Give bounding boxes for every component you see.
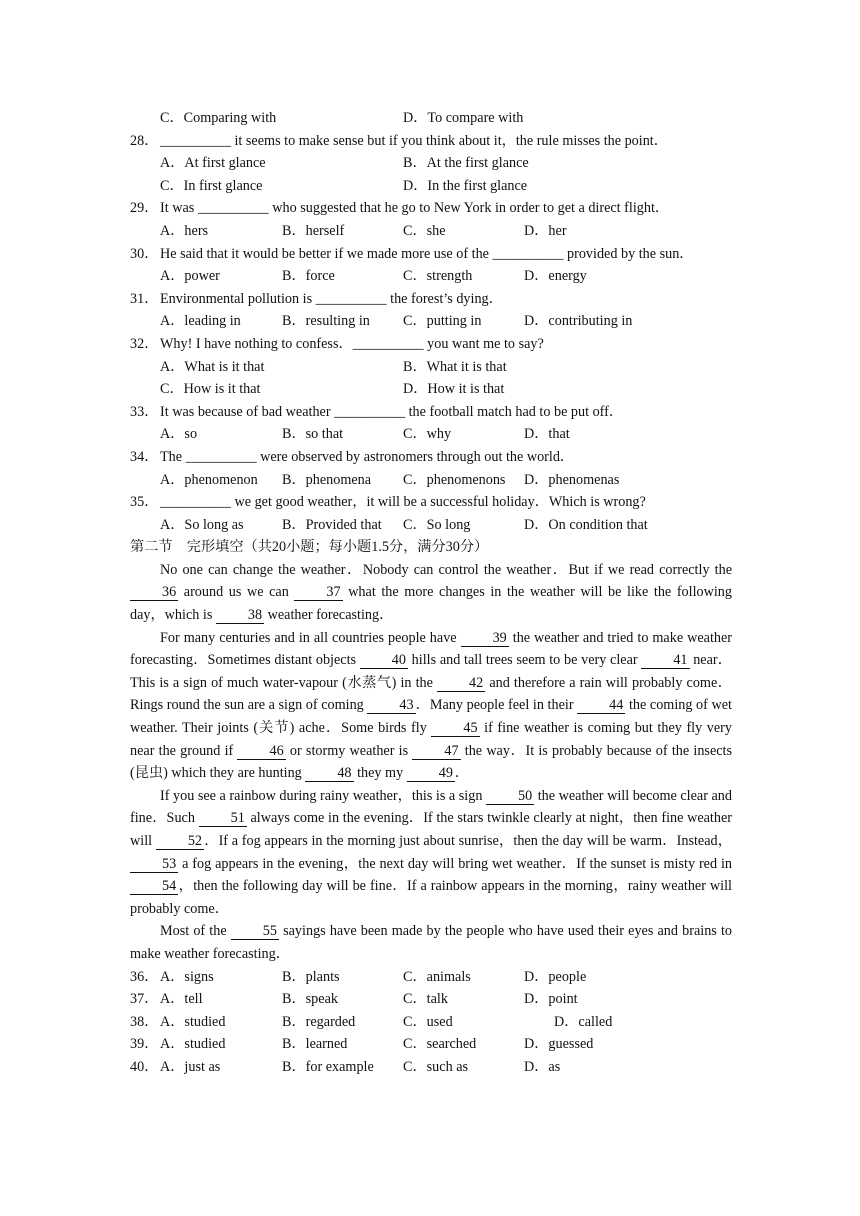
blank-number: 37 xyxy=(294,584,342,601)
question-stem-line xyxy=(130,130,732,153)
options-row xyxy=(130,175,732,198)
blank-number: 47 xyxy=(412,743,460,760)
blank-number: 55 xyxy=(231,923,279,940)
passage-paragraph xyxy=(130,920,732,965)
answer-option: B．speak xyxy=(282,991,338,1008)
answer-option: C．she xyxy=(403,222,446,239)
question-stem: __________ it seems to make sense but if you think about it，the rule misses the point． xyxy=(160,132,668,149)
question-number: 28． xyxy=(130,132,159,149)
answer-option: A．leading in xyxy=(160,313,241,330)
options-row xyxy=(130,1011,732,1034)
passage-text: hills and tall trees seem to be very clear xyxy=(407,652,642,669)
answer-option: B．regarded xyxy=(282,1013,356,1030)
answer-option: B．herself xyxy=(282,222,345,239)
answer-option: B．force xyxy=(282,268,335,285)
options-row xyxy=(130,514,732,537)
passage-text: and therefore a rain will probably come．Rings round the sun are a sign of coming xyxy=(130,674,732,714)
answer-option: B．plants xyxy=(282,968,340,985)
passage-text: or stormy weather is xyxy=(285,742,413,759)
answer-option: B．Provided that xyxy=(282,516,382,533)
answer-option: C．In first glance xyxy=(160,177,263,194)
question-number: 30． xyxy=(130,245,159,262)
blank-number: 52 xyxy=(156,833,204,850)
passage-text: around us we can xyxy=(178,584,295,601)
blank-number: 40 xyxy=(360,652,408,669)
answer-option: B．What it is that xyxy=(403,358,507,375)
options-row xyxy=(130,107,732,130)
question-stem: It was because of bad weather __________ the football match had to be put off． xyxy=(160,403,624,420)
answer-option: B．so that xyxy=(282,426,344,443)
answer-option: C．used xyxy=(403,1013,453,1030)
blank-number: 50 xyxy=(486,788,534,805)
question-number: 40． xyxy=(130,1058,159,1075)
answer-option: A．What is it that xyxy=(160,358,265,375)
question-stem-line xyxy=(130,288,732,311)
answer-option: C．So long xyxy=(403,516,471,533)
passage-text: what the more changes in the weather will be like the following day，which is xyxy=(130,584,732,624)
question-number: 37． xyxy=(130,991,159,1008)
options-row xyxy=(130,265,732,288)
answer-option: D．energy xyxy=(524,268,587,285)
answer-option: A．power xyxy=(160,268,220,285)
answer-option: C．How is it that xyxy=(160,381,261,398)
answer-option: A．just as xyxy=(160,1058,221,1075)
blank-number: 42 xyxy=(437,675,485,692)
passage-text: ．Many people feel in their xyxy=(415,697,578,714)
question-number: 29． xyxy=(130,200,159,217)
question-number: 32． xyxy=(130,335,159,352)
answer-option: C．putting in xyxy=(403,313,482,330)
question-number: 35． xyxy=(130,494,159,511)
answer-option: C．talk xyxy=(403,991,448,1008)
passage-text: Most of the xyxy=(160,923,231,940)
passage-text: the weather will become clear and fine．Such xyxy=(130,787,732,827)
answer-option: D．guessed xyxy=(524,1036,594,1053)
options-row xyxy=(130,1056,732,1079)
answer-option: A．so xyxy=(160,426,198,443)
options-row xyxy=(130,469,732,492)
answer-option: A．studied xyxy=(160,1013,226,1030)
answer-option: C．Comparing with xyxy=(160,110,277,126)
question-number: 34． xyxy=(130,448,159,465)
answer-option: D．called xyxy=(554,1013,613,1030)
passage-text: weather forecasting． xyxy=(264,607,394,624)
answer-option: B．resulting in xyxy=(282,313,370,330)
question-stem: Environmental pollution is __________ the forest’s dying． xyxy=(160,290,503,307)
question-stem-line xyxy=(130,491,732,514)
answer-option: A．hers xyxy=(160,222,209,239)
options-row xyxy=(130,310,732,333)
blank-number: 53 xyxy=(130,856,178,873)
question-number: 36． xyxy=(130,968,159,985)
passage-paragraph xyxy=(130,785,732,921)
passage-text: they my xyxy=(353,765,407,782)
passage-text: the coming of wet weather. Their joints (关节) ache．Some birds fly xyxy=(130,697,732,737)
question-number: 31． xyxy=(130,290,159,307)
answer-option: D．phenomenas xyxy=(524,471,620,488)
cloze-options-section xyxy=(130,966,732,1079)
answer-option: C．searched xyxy=(403,1036,477,1053)
passage-text: if fine weather is coming but they fly very near the ground if xyxy=(130,720,732,759)
answer-option: A．tell xyxy=(160,991,203,1008)
question-stem: __________ we get good weather，it will be a successful holiday．Which is wrong? xyxy=(160,494,646,511)
options-row xyxy=(130,966,732,989)
question-number: 38． xyxy=(130,1013,159,1030)
passage-paragraph xyxy=(130,627,732,785)
answer-option: B．phenomena xyxy=(282,471,372,488)
passage-text: For many centuries and in all countries people have xyxy=(160,629,461,646)
blank-number: 48 xyxy=(305,765,353,782)
answer-option: C．strength xyxy=(403,268,473,285)
question-stem-line xyxy=(130,401,732,424)
answer-option: D．that xyxy=(524,426,570,443)
passage-text: the way．It is probably because of the insects (昆虫) which they are hunting xyxy=(130,742,733,782)
question-stem-line xyxy=(130,243,732,266)
passage-text: ． xyxy=(454,765,470,782)
passage-text: No one can change the weather．Nobody can control the weather．But if we read correctly the xyxy=(160,561,732,578)
answer-option: C．why xyxy=(403,426,452,443)
answer-option: C．animals xyxy=(403,968,471,985)
answer-option: B．learned xyxy=(282,1036,348,1053)
answer-option: D．To compare with xyxy=(403,110,524,126)
answer-option: A．At first glance xyxy=(160,155,266,172)
options-row xyxy=(130,356,732,379)
answer-option: A．So long as xyxy=(160,516,244,533)
question-stem-line xyxy=(130,197,732,220)
blank-number: 49 xyxy=(407,765,455,782)
question-stem-line xyxy=(130,446,732,469)
passage-text: always come in the evening．If the stars twinkle clearly at night，then fine weather will xyxy=(130,810,732,849)
answer-option: D．On condition that xyxy=(524,516,648,533)
options-row xyxy=(130,423,732,446)
answer-option: D．her xyxy=(524,222,567,239)
question-stem: Why! I have nothing to confess．__________ you want me to say? xyxy=(160,335,544,352)
blank-number: 38 xyxy=(216,607,264,624)
answer-option: A．studied xyxy=(160,1036,226,1053)
passage-paragraph xyxy=(130,559,732,627)
question-stem: It was __________ who suggested that he go to New York in order to get a direct flight． xyxy=(160,200,670,217)
answer-option: C．such as xyxy=(403,1058,469,1075)
answer-option: D．In the first glance xyxy=(403,177,528,194)
options-row xyxy=(130,152,732,175)
question-stem: He said that it would be better if we made more use of the __________ provided by the sun． xyxy=(160,245,694,262)
answer-option: D．people xyxy=(524,968,587,985)
answer-option: A．signs xyxy=(160,968,214,985)
question-number: 39． xyxy=(130,1036,159,1053)
answer-option: D．as xyxy=(524,1058,561,1075)
blank-number: 45 xyxy=(431,720,479,737)
answer-option: B．for example xyxy=(282,1058,374,1075)
multiple-choice-section xyxy=(130,107,732,536)
options-row xyxy=(130,988,732,1011)
passage-text: ，then the following day will be fine．If a rainbow appears in the morning，rainy weather will probably come． xyxy=(130,878,732,917)
options-row xyxy=(130,378,732,401)
options-row xyxy=(130,220,732,243)
answer-option: A．phenomenon xyxy=(160,471,258,488)
answer-option: C．phenomenons xyxy=(403,471,506,488)
answer-option: D．point xyxy=(524,991,578,1008)
options-row xyxy=(130,1033,732,1056)
blank-number: 54 xyxy=(130,878,178,895)
passage-text: ．If a fog appears in the morning just about sunrise，then the day will be warm．Instead， xyxy=(204,833,732,849)
section-title: 第二节 完形填空（共20小题；每小题1.5分，满分30分） xyxy=(130,539,489,556)
answer-option: D．How it is that xyxy=(403,381,505,398)
blank-number: 41 xyxy=(641,652,689,669)
passage-text: the weather and tried to make weather forecasting．Sometimes distant objects xyxy=(130,629,732,669)
answer-option: D．contributing in xyxy=(524,313,633,330)
blank-number: 43 xyxy=(367,697,415,714)
answer-option: B．At the first glance xyxy=(403,155,529,172)
passage-text: sayings have been made by the people who have used their eyes and brains to make weather forecasting． xyxy=(130,923,733,962)
question-stem-line xyxy=(130,333,732,356)
exam-page xyxy=(130,107,732,1079)
passage-text: near．This is a sign of much water-vapour (水蒸气) in the xyxy=(130,652,732,691)
cloze-passage xyxy=(130,559,732,966)
passage-text: a fog appears in the evening，the next day will bring wet weather．If the sunset is misty red in xyxy=(178,855,732,872)
passage-text: If you see a rainbow during rainy weather，this is a sign xyxy=(160,787,486,804)
blank-number: 39 xyxy=(461,630,509,647)
blank-number: 44 xyxy=(577,697,625,714)
question-stem: The __________ were observed by astronomers through out the world． xyxy=(160,448,575,465)
blank-number: 51 xyxy=(199,810,247,827)
blank-number: 36 xyxy=(130,584,178,601)
question-number: 33． xyxy=(130,403,159,420)
blank-number: 46 xyxy=(237,743,285,760)
